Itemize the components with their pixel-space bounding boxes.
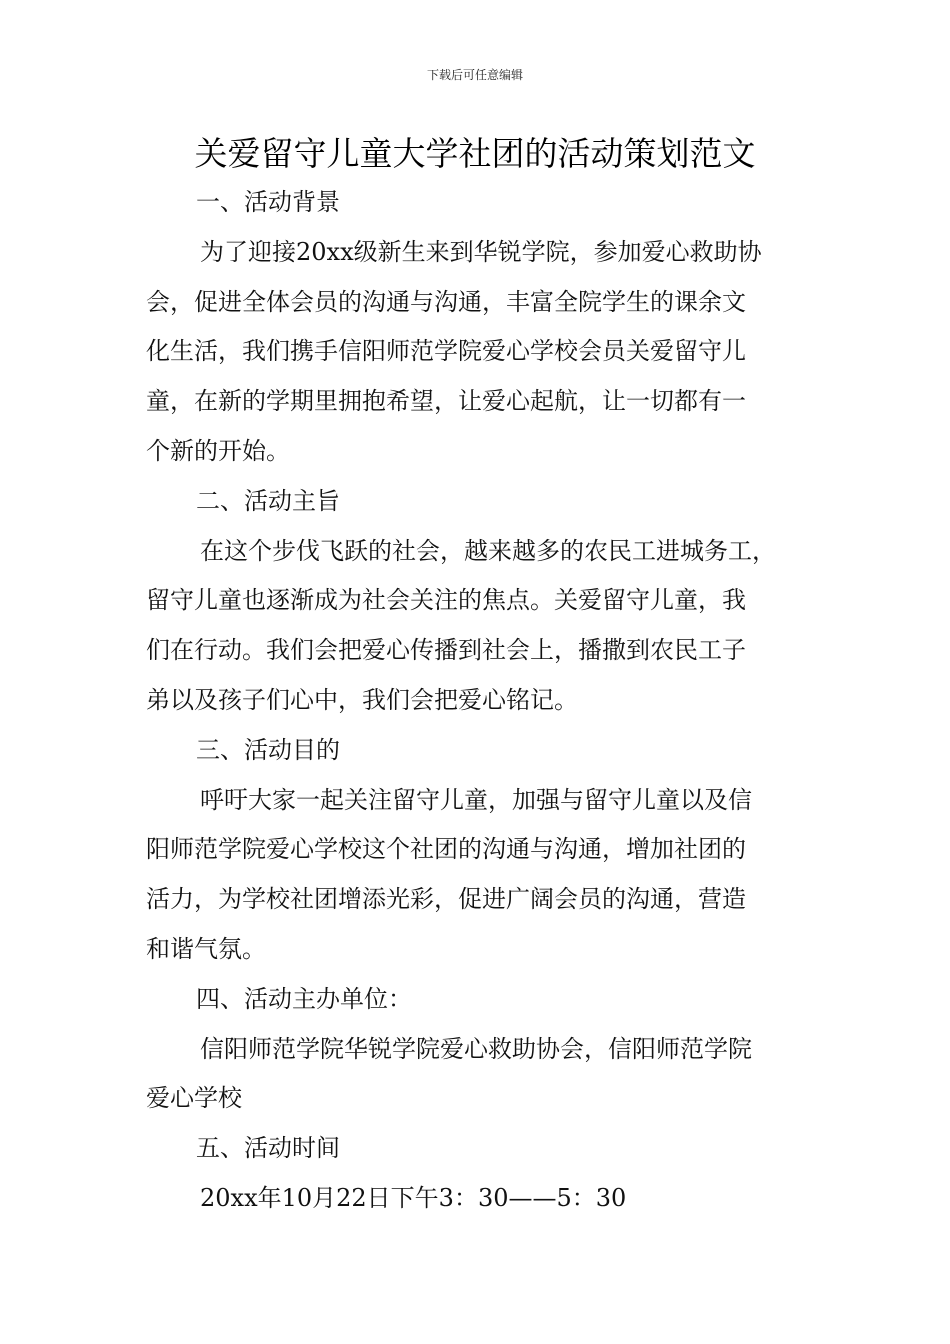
paragraph-line: 和谐气氛。 xyxy=(146,934,266,963)
document-body xyxy=(146,178,810,1224)
paragraph-line: 为了迎接20xx级新生来到华锐学院，参加爱心救助协 xyxy=(200,237,762,266)
paragraph-line: 个新的开始。 xyxy=(146,436,290,465)
section-paragraph xyxy=(146,1025,810,1125)
paragraph-line: 们在行动。我们会把爱心传播到社会上，播撒到农民工子 xyxy=(146,636,746,665)
section-purpose xyxy=(146,477,810,726)
paragraph-line: 阳师范学院爱心学校这个社团的沟通与沟通，增加社团的 xyxy=(146,835,746,864)
paragraph-line: 童，在新的学期里拥抱希望，让爱心起航，让一切都有一 xyxy=(146,387,746,416)
page-title: 关爱留守儿童大学社团的活动策划范文 xyxy=(194,134,756,173)
section-paragraph xyxy=(146,1174,810,1224)
section-heading: 五、活动时间 xyxy=(196,1134,340,1163)
section-goal xyxy=(146,726,810,975)
paragraph-line: 活力，为学校社团增添光彩，促进广阔会员的沟通，营造 xyxy=(146,885,746,914)
section-paragraph xyxy=(146,228,810,477)
paragraph-line: 化生活，我们携手信阳师范学院爱心学校会员关爱留守儿 xyxy=(146,337,746,366)
paragraph-line: 在这个步伐飞跃的社会，越来越多的农民工进城务工， xyxy=(200,536,776,565)
paragraph-line: 信阳师范学院华锐学院爱心救助协会，信阳师范学院 xyxy=(200,1034,752,1063)
section-heading: 一、活动背景 xyxy=(196,188,340,216)
section-paragraph xyxy=(146,776,810,975)
paragraph-line: 呼吁大家一起关注留守儿童，加强与留守儿童以及信 xyxy=(200,785,752,814)
section-heading: 三、活动目的 xyxy=(196,735,340,764)
section-heading: 四、活动主办单位： xyxy=(196,984,412,1013)
paragraph-line: 留守儿童也逐渐成为社会关注的焦点。关爱留守儿童，我 xyxy=(146,586,746,615)
section-time xyxy=(146,1124,810,1224)
paragraph-line: 20xx年10月22日下午3：30——5：30 xyxy=(200,1183,627,1212)
paragraph-line: 弟以及孩子们心中，我们会把爱心铭记。 xyxy=(146,685,578,714)
paragraph-line: 会，促进全体会员的沟通与沟通，丰富全院学生的课余文 xyxy=(146,287,746,316)
section-paragraph xyxy=(146,527,810,726)
section-organizer xyxy=(146,975,810,1124)
header-note: 下载后可任意编辑 xyxy=(426,68,523,82)
paragraph-line: 爱心学校 xyxy=(146,1084,242,1113)
section-background xyxy=(146,178,810,477)
section-heading: 二、活动主旨 xyxy=(196,486,340,515)
